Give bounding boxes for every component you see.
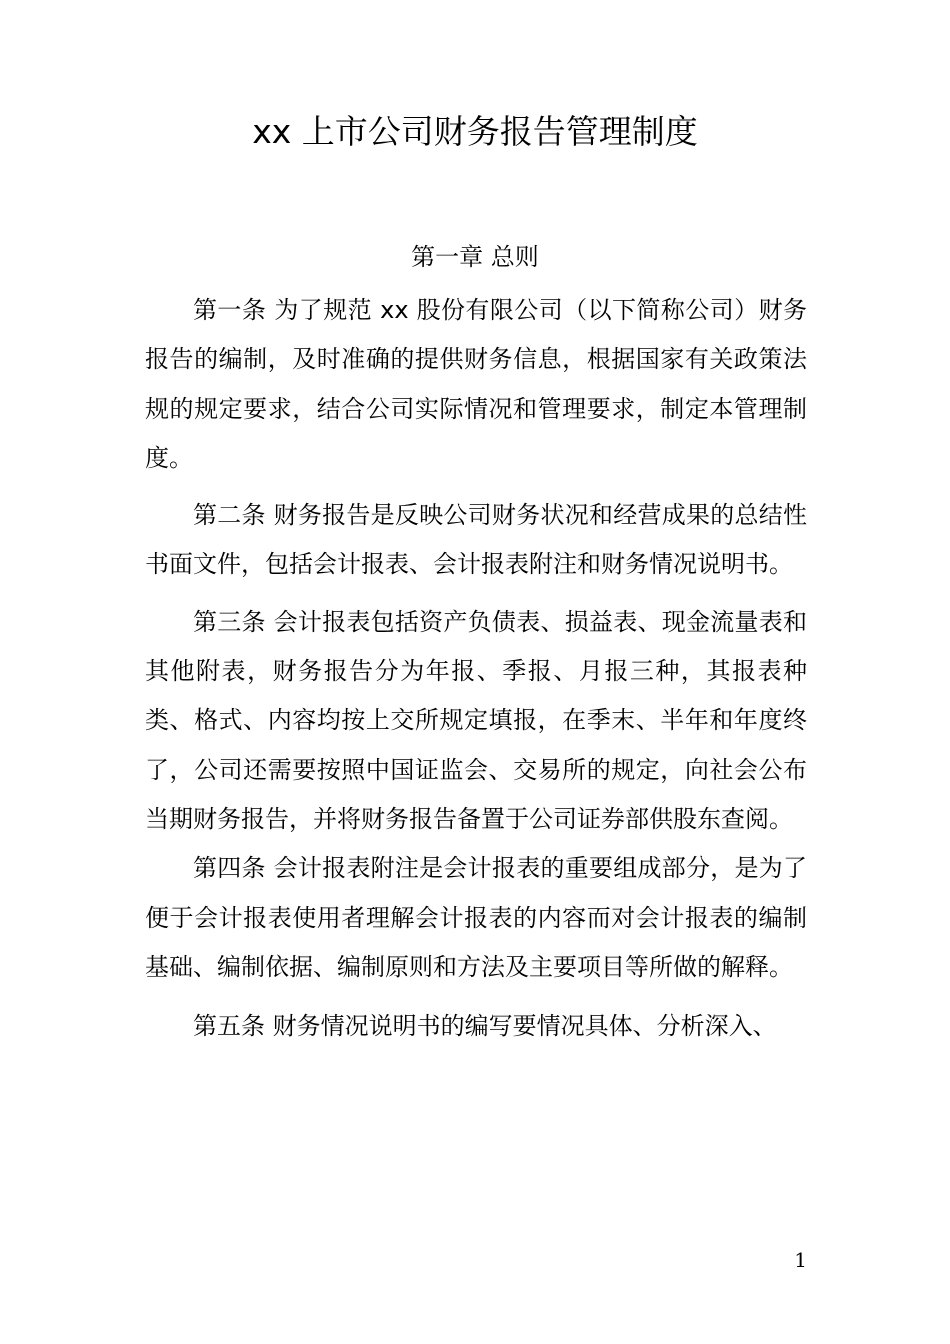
article-2-paragraph: 第二条 财务报告是反映公司财务状况和经营成果的总结性书面文件，包括会计报表、会计报表附注和财务情况说明书。 [145, 501, 807, 579]
article-5-paragraph: 第五条 财务情况说明书的编写要情况具体、分析深入、 [193, 1012, 777, 1041]
chapter-heading: 第一章 总则 [411, 243, 539, 271]
document-title: xx 上市公司财务报告管理制度 [252, 112, 698, 151]
page-number: 1 [794, 1248, 807, 1272]
document-body [145, 286, 807, 1051]
article-3-paragraph: 第三条 会计报表包括资产负债表、损益表、现金流量表和其他附表，财务报告分为年报、季报、月报三种，其报表种类、格式、内容均按上交所规定填报，在季末、半年和年度终了，公司还需要按照中国证监会、交易所的规定，向社会公布当期财务报告，并将财务报告备置于公司证券部供股东查阅。 [145, 607, 807, 833]
article-1-paragraph: 第一条 为了规范 xx 股份有限公司（以下简称公司）财务报告的编制，及时准确的提供财务信息，根据国家有关政策法规的规定要求，结合公司实际情况和管理要求，制定本管理制度。 [145, 296, 807, 472]
article-4-paragraph: 第四条 会计报表附注是会计报表的重要组成部分，是为了便于会计报表使用者理解会计报表的内容而对会计报表的编制基础、编制依据、编制原则和方法及主要项目等所做的解释。 [145, 854, 807, 981]
